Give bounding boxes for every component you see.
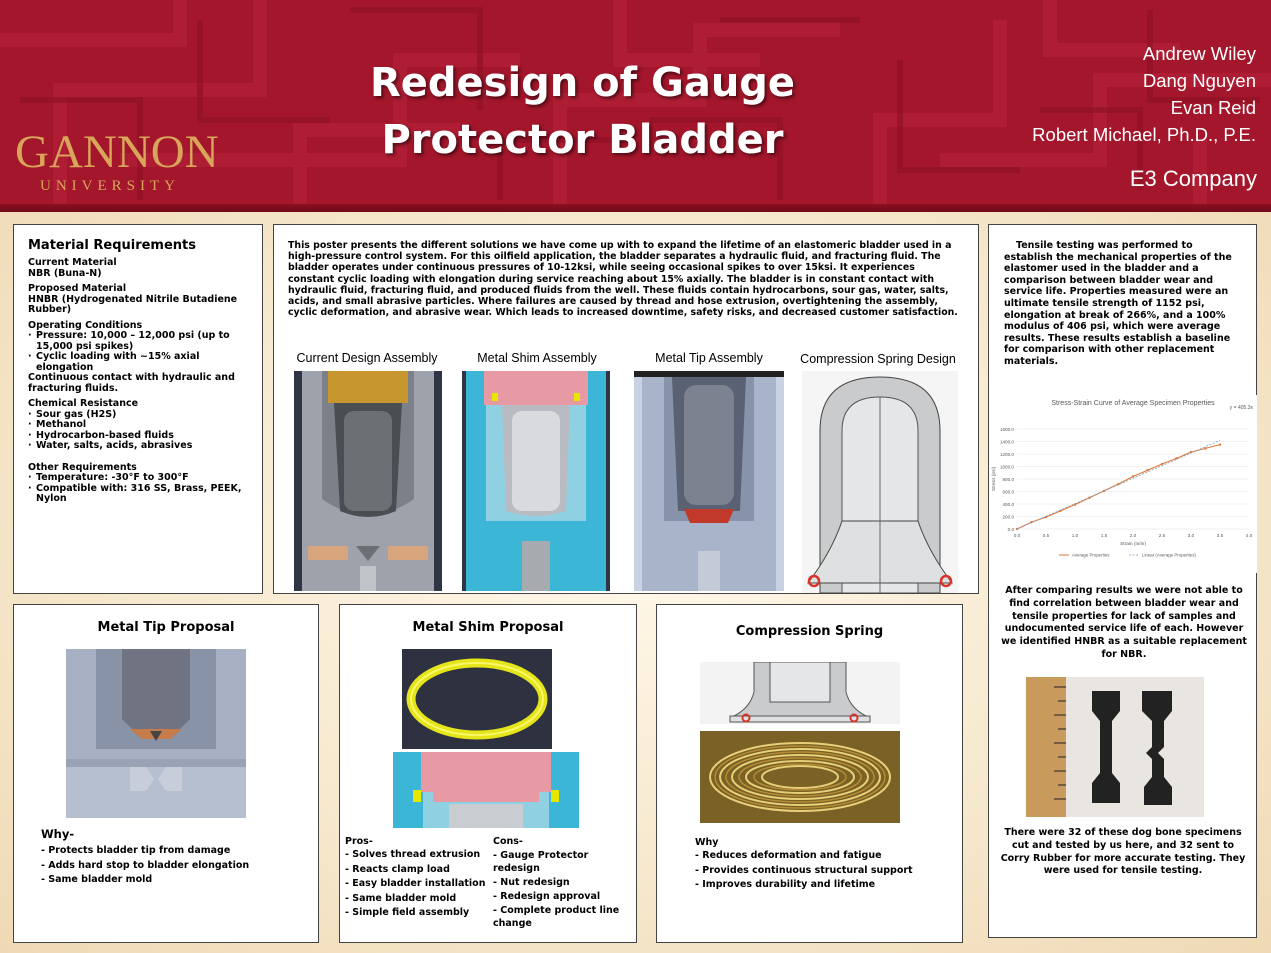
caption-compression-spring: Compression Spring Design: [800, 352, 956, 366]
y-tick-label: 1200.0: [999, 451, 1014, 457]
list-item: · Water, salts, acids, abrasives: [28, 441, 248, 452]
comparison-text: After comparing results we were not able to find correlation between bladder wear and tensile properties for lack of samples and undocumented service life of each. However we identified HNBR as a suitable replacement for NBR.: [1001, 585, 1247, 660]
y-tick-label: 1000.0: [999, 464, 1014, 470]
metal-tip-closeup-image: [66, 649, 246, 818]
list-item: · Methanol: [28, 420, 248, 431]
list-item: - Protects bladder tip from damage: [41, 845, 231, 856]
y-tick-label: 400.0: [1002, 501, 1014, 507]
tensile-panel: [988, 224, 1257, 938]
trendline-equation: y = 405.3x: [1229, 405, 1253, 411]
list-item: - Simple field assembly: [345, 907, 470, 918]
author-name: Robert Michael, Ph.D., P.E.: [1032, 124, 1256, 145]
list-item: · Compatible with: 316 SS, Brass, PEEK, Nylon: [28, 484, 248, 505]
list-item: - Same bladder mold: [345, 892, 457, 904]
logo-name: GANNON: [15, 126, 219, 178]
x-tick-label: 4.0: [1245, 533, 1253, 538]
author-name: Andrew Wiley: [1142, 43, 1256, 64]
chart-title: Stress-Strain Curve of Average Specimen Properties: [1051, 400, 1215, 407]
metal-shim-title: Metal Shim Proposal: [412, 620, 564, 635]
requirements-title: Material Requirements: [28, 238, 197, 253]
y-tick-label: 0.0: [1007, 526, 1014, 532]
caption-metal-shim: Metal Shim Assembly: [477, 351, 597, 365]
y-tick-label: 1600.0: [999, 426, 1014, 432]
list-item: · Cyclic loading with ~15% axial elongation: [28, 352, 248, 373]
x-tick-label: 3.0: [1187, 533, 1195, 538]
x-tick-label: 2.0: [1129, 533, 1137, 538]
data-point: [1219, 443, 1221, 445]
cons-label: Cons-: [493, 836, 523, 847]
list-item: - Improves durability and lifetime: [695, 879, 876, 890]
title-line-1: Redesign of Gauge: [369, 60, 796, 106]
spring-list: [695, 849, 913, 893]
other-label: Other Requirements: [28, 461, 137, 473]
list-item: - Redesign approval: [493, 891, 601, 902]
chemical-list: [28, 410, 248, 452]
metal-tip-panel: [13, 604, 319, 943]
data-point: [1204, 447, 1206, 449]
stress-strain-chart: [989, 395, 1257, 573]
proposed-material-label: Proposed Material: [28, 283, 127, 294]
list-item: - Adds hard stop to bladder elongation: [41, 859, 250, 871]
dogbone-text: There were 32 of these dog bone specimens cut and tested by us here, and 32 sent to Corry Rubber for more accurate testing. They were used for tensile testing.: [1000, 827, 1246, 877]
shim-ring-image: [402, 649, 552, 749]
data-point: [1146, 469, 1148, 471]
spring-photo: [700, 731, 900, 823]
current-material-label: Current Material: [28, 257, 117, 268]
x-axis-label: Strain (in/in): [1120, 542, 1146, 547]
intro-panel: [273, 224, 979, 594]
intro-text: This poster presents the different solutions we have come up with to expand the lifetime of an elastomeric bladder used in a high-pressure control system. For this oilfield application, the bladder separates a hydraulic fluid, and fracturing fluid. The bladder operates under continuous pressures of 10-12ksi, while seeing occasional spikes to over 15ksi. It experiences constant cyclic loading with elongation during service reaching about 15% axially. The bladder is in constant contact with hydraulic fluid, fracturing fluid, and produced fluids from the well. These fluids contain hydrocarbons, sour gas, water, salts, acids, and small abrasive particles. Where failures are caused by thread and hose extrusion, overtightening the assembly, cyclic deformation, and abrasive wear. Which leads to increased downtime, safety risks, and decreased customer satisfaction.: [288, 240, 958, 319]
list-item: - Easy bladder installation: [345, 878, 486, 889]
x-tick-label: 3.5: [1216, 533, 1224, 538]
operating-label: Operating Conditions: [28, 319, 143, 331]
current-material-value: NBR (Buna-N): [28, 267, 102, 279]
metal-shim-image: [462, 371, 610, 591]
legend-label: Linear (Average Properties): [1142, 552, 1196, 558]
other-list: [28, 473, 248, 505]
x-tick-label: 0.0: [1013, 533, 1021, 538]
list-item: · Temperature: -30°F to 300°F: [28, 473, 248, 484]
author-name: Evan Reid: [1170, 97, 1256, 118]
pros-list: [345, 848, 490, 921]
spring-why-label: Why: [695, 837, 719, 848]
list-item: · Sour gas (H2S): [28, 410, 248, 421]
poster-title: [330, 55, 835, 169]
list-item: - Nut redesign: [493, 877, 570, 888]
y-tick-label: 600.0: [1002, 489, 1014, 495]
title-line-2: Protector Bladder: [381, 117, 784, 163]
shim-assembly-image: [393, 752, 579, 828]
company-name: E3 Company: [1129, 166, 1257, 191]
metal-tip-list: [41, 844, 249, 888]
list-item: - Reduces deformation and fatigue: [695, 850, 882, 861]
x-tick-label: 2.5: [1158, 533, 1166, 538]
metal-tip-image: [634, 371, 784, 591]
list-item: - Gauge Protector redesign: [493, 850, 589, 874]
list-item: - Complete product line change: [493, 905, 620, 929]
pros-label: Pros-: [345, 836, 373, 847]
list-item: - Provides continuous structural support: [695, 864, 913, 876]
logo-subtitle: UNIVERSITY: [40, 178, 180, 194]
y-axis-label: Stress (psi): [992, 466, 997, 492]
y-tick-label: 1400.0: [999, 439, 1014, 445]
poster-header: [0, 0, 1271, 212]
operating-list: [28, 331, 248, 373]
metal-shim-panel: [339, 604, 637, 943]
tensile-text: Tensile testing was performed to establish the mechanical properties of the elastomer used in the bladder and a comparison between bladder wear and service life. Properties measured were an ultimate tensile strength of 1152 psi, elongation at break of 266%, and a 100% modulus of 406 psi, which were average results. These results establish a baseline for comparison with other replacement materials.: [1004, 240, 1232, 367]
compression-spring-panel: [656, 604, 963, 943]
proposed-material-value: HNBR (Hydrogenated Nitrile Butadiene Rubber): [28, 293, 238, 315]
caption-metal-tip: Metal Tip Assembly: [655, 351, 763, 365]
cons-list: [493, 849, 631, 930]
header-shadow: [0, 204, 1271, 212]
operating-note: Continuous contact with hydraulic and fracturing fluids.: [28, 372, 235, 394]
author-list: [1032, 40, 1256, 148]
dogbone-specimens-photo: [1026, 677, 1204, 817]
chemical-label: Chemical Resistance: [28, 398, 139, 409]
caption-current-design: Current Design Assembly: [296, 351, 438, 365]
y-tick-label: 200.0: [1002, 514, 1014, 520]
data-point: [1161, 463, 1163, 465]
legend-label: Average Properties: [1072, 552, 1110, 558]
material-requirements-panel: [13, 224, 263, 594]
y-tick-label: 800.0: [1002, 476, 1014, 482]
current-design-image: [294, 371, 442, 591]
x-tick-label: 1.0: [1071, 533, 1079, 538]
author-name: Dang Nguyen: [1142, 70, 1256, 91]
spring-bladder-image: [700, 662, 900, 724]
list-item: - Same bladder mold: [41, 874, 153, 885]
x-tick-label: 0.5: [1042, 533, 1050, 538]
x-tick-label: 1.5: [1100, 533, 1108, 538]
metal-tip-title: Metal Tip Proposal: [97, 620, 235, 635]
list-item: · Hydrocarbon-based fluids: [28, 431, 248, 442]
chart-svg: [989, 395, 1257, 573]
list-item: - Reacts clamp load: [345, 863, 450, 875]
list-item: - Solves thread extrusion: [345, 849, 481, 860]
metal-tip-why-label: Why-: [41, 827, 75, 841]
data-point: [1175, 457, 1177, 459]
list-item: · Pressure: 10,000 – 12,000 psi (up to 15,000 psi spikes): [28, 331, 248, 352]
data-point: [1132, 475, 1134, 477]
compression-spring-image: [802, 371, 958, 593]
spring-title: Compression Spring: [735, 624, 884, 639]
